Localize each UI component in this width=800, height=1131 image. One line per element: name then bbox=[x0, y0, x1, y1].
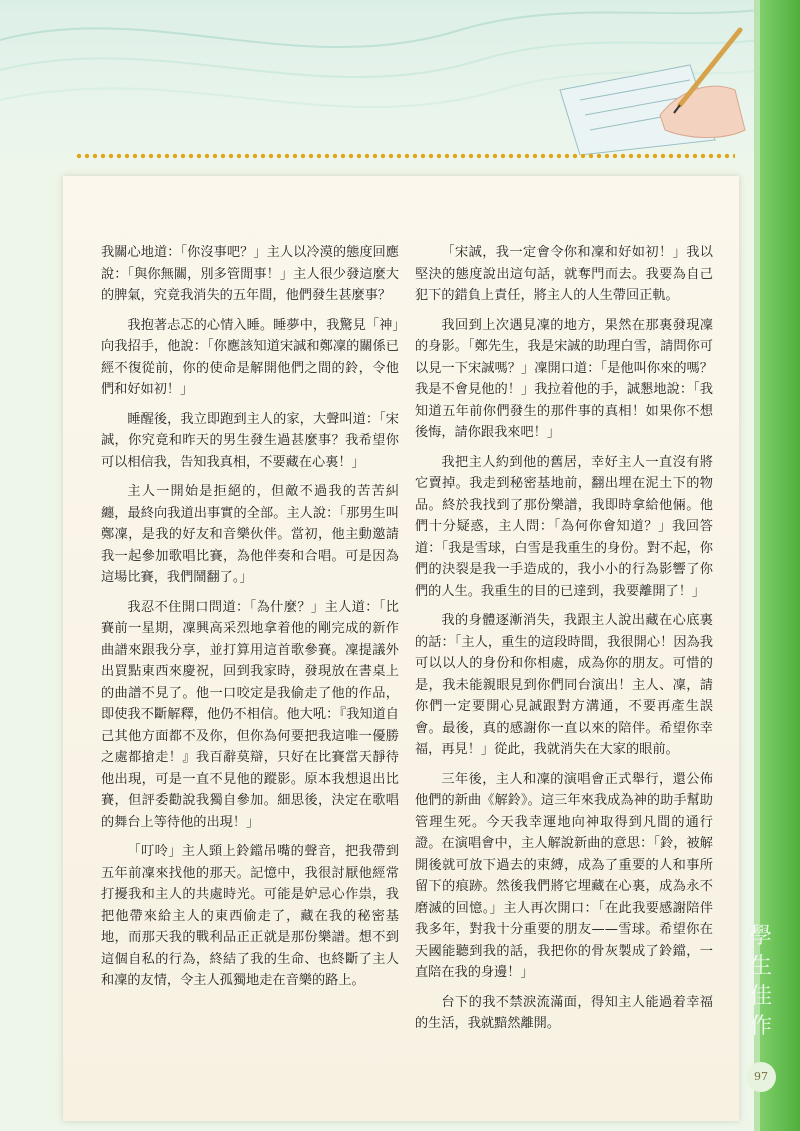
paragraph: 台下的我不禁淚流滿面，得知主人能過着幸福的生活，我就黯然離開。 bbox=[415, 994, 713, 1031]
paragraph: 「叮呤」主人頸上鈴鐺吊嘴的聲音，把我帶到五年前凜來找他的那天。記憶中，我很討厭他經常打擾我和主人的共處時光。可能是妒忌心作祟，我把他帶來給主人的東西偷走了，藏在我的秘密基地，而那天我的戰利品正正就是那份樂譜。想不到這個自私的行為，終結了我的生命、也終斷了主人和凜的友情，令主人孤獨地走在音樂的路上。 bbox=[101, 844, 399, 988]
dotted-divider bbox=[75, 153, 735, 159]
paragraph: 我忍不住開口問道：「為什麼？」主人道：「比賽前一星期，凜興高采烈地拿着他的剛完成的新作曲譜來跟我分享，並打算用這首歌參賽。凜提議外出買點東西來慶祝，回到我家時，發現放在書桌上的曲譜不見了。他一口咬定是我偷走了他的作品，即使我不斷解釋，他仍不相信。他大吼：『我知道自己其他方面都不及你，但你為何要把我這唯一優勝之處都搶走！』我百辭莫辯，只好在比賽當天靜待他出現，可是一直不見他的蹤影。原本我想退出比賽，但評委勸說我獨自參加。細思後，決定在歌唱的舞台上等待他的出現！」 bbox=[101, 599, 399, 830]
section-title-text: 學 生 佳 作 bbox=[749, 924, 772, 1039]
page-number: 97 bbox=[746, 1062, 776, 1092]
section-title bbox=[744, 922, 778, 1042]
paragraph: 三年後，主人和凜的演唱會正式舉行，還公佈他們的新曲《解鈴》。這三年來我成為神的助手幫助管理生死。今天我幸運地向神取得到凡間的通行證。在演唱會中，主人解說新曲的意思：「鈴，被解開後就可放下過去的束縛，成為了重要的人和事所留下的痕跡。然後我們將它埋藏在心裏，成為永不磨滅的回憶。」主人再次開口：「在此我要感謝陪伴我多年，對我十分重要的朋友——雪球。希望你在天國能聽到我的話，我把你的骨灰製成了鈴鐺，一直陪在我的身邊！」 bbox=[415, 771, 713, 980]
paragraph: 我的身體逐漸消失，我跟主人說出藏在心底裏的話：「主人，重生的這段時間，我很開心！因為我可以以人的身份和你相處，成為你的朋友。可惜的是，我未能親眼見到你們同台演出！主人、凜，請你們一定要開心見誠跟對方溝通，不要再產生誤會。最後，真的感謝你一直以來的陪伴。希望你幸福，再見！」從此，我就消失在大家的眼前。 bbox=[415, 613, 713, 757]
paragraph: 睡醒後，我立即跑到主人的家，大聲叫道：「宋誠，你究竟和昨天的男生發生過甚麼事？我希望你可以相信我，告知我真相，不要藏在心裏！」 bbox=[101, 411, 399, 470]
paragraph: 主人一開始是拒絕的，但敵不過我的苦苦糾纏，最終向我道出事實的全部。主人說：「那男生叫鄭凜，是我的好友和音樂伙伴。當初，他主動邀請我一起參加歌唱比賽，為他伴奏和合唱。可是因為這場比賽，我們鬧翻了。」 bbox=[101, 484, 399, 585]
paragraph: 我回到上次遇見凜的地方，果然在那裏發現凜的身影。「鄭先生，我是宋誠的助理白雪，請問你可以見一下宋誠嗎？」凜開口道：「是他叫你來的嗎？我是不會見他的！」我拉着他的手，誠懇地說：「我知道五年前你們發生的那件事的真相！如果你不想後悔，請你跟我來吧！」 bbox=[415, 317, 713, 440]
text-column-left bbox=[101, 242, 399, 1000]
paragraph: 我抱著忐忑的心情入睡。睡夢中，我驚見「神」向我招手，他說：「你應該知道宋誠和鄭凜的關係已經不復從前，你的使命是解開他們之間的鈴，令他們和好如初！」 bbox=[101, 317, 399, 397]
paragraph: 我把主人約到他的舊居，幸好主人一直沒有將它賣掉。我走到秘密基地前，翻出埋在泥土下的物品。終於我找到了那份樂譜，我即時拿給他倆。他們十分疑惑，主人問：「為何你會知道？」我回答道：「我是雪球，白雪是我重生的身份。對不起，你們的決裂是我一手造成的，我小小的行為影響了你們的人生。我重生的目的已達到，我要離開了！」 bbox=[415, 454, 713, 599]
paragraph: 我關心地道：「你沒事吧？」主人以冷漠的態度回應說：「與你無關，別多管閒事！」主人很少發這麼大的脾氣，究竟我消失的五年間，他們發生甚麼事？ bbox=[101, 245, 399, 303]
text-column-right bbox=[415, 242, 713, 1043]
paragraph: 「宋誠，我一定會令你和凜和好如初！」我以堅決的態度說出這句話，就奪門而去。我要為自己犯下的錯負上責任，將主人的人生帶回正軌。 bbox=[415, 245, 713, 303]
hand-writing-illustration-icon bbox=[540, 20, 750, 155]
